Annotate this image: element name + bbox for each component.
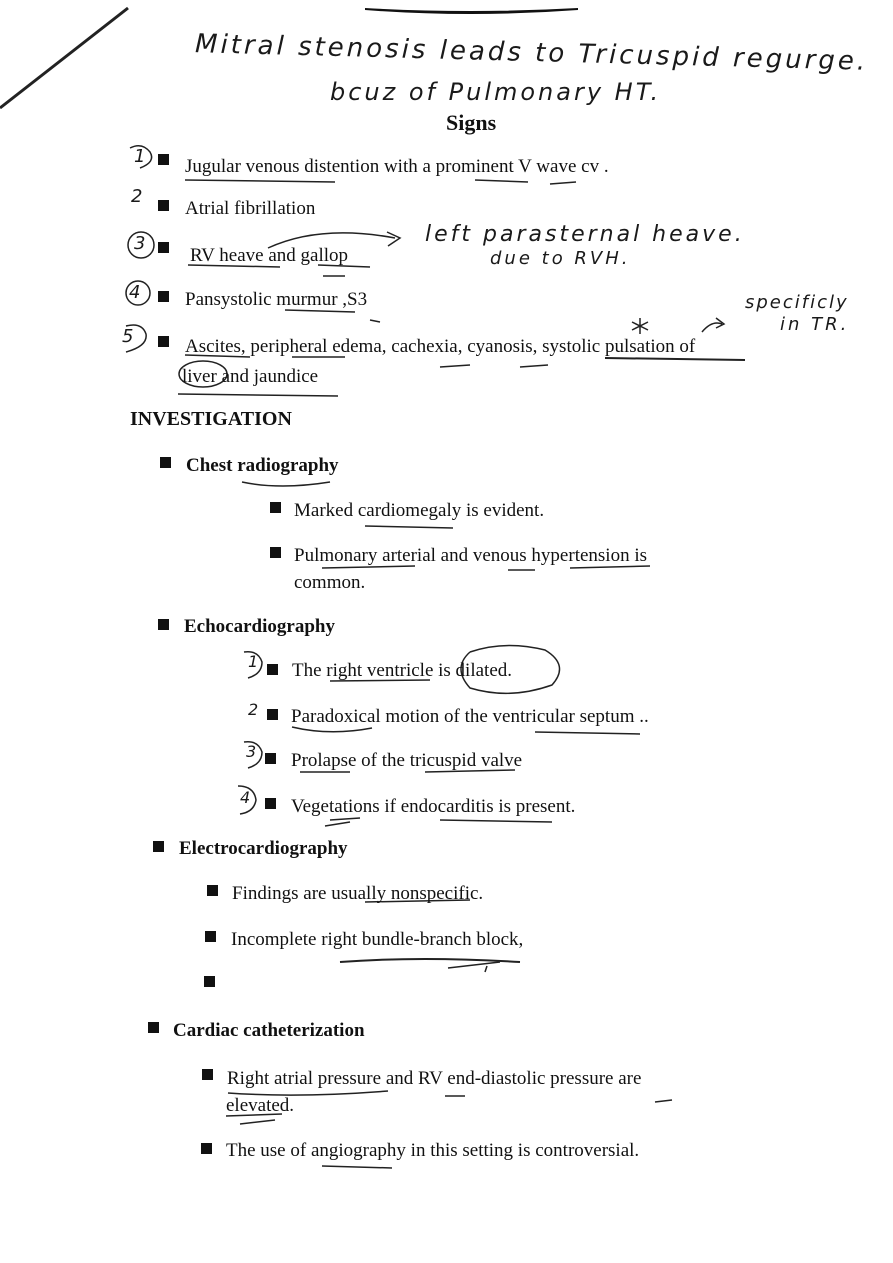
cardiac-catheterization-heading: Cardiac catheterization <box>173 1020 365 1041</box>
underline <box>535 732 640 734</box>
handwritten-note-rvh: due to RVH. <box>490 248 631 269</box>
handwritten-note-line2: bcuz of Pulmonary HT. <box>330 78 662 106</box>
electrocardiography-heading: Electrocardiography <box>179 838 348 859</box>
bullet-icon <box>202 1069 213 1080</box>
underline <box>365 526 453 528</box>
underline <box>440 365 470 367</box>
underline <box>242 482 330 486</box>
cath-item-1-continued: elevated. <box>226 1095 295 1116</box>
item-number: 3 <box>134 233 146 254</box>
underline <box>475 180 528 182</box>
bullet-icon <box>267 709 278 720</box>
underline <box>370 320 380 322</box>
bullet-icon <box>204 976 215 987</box>
chest-item-1: Marked cardiomegaly is evident. <box>294 500 545 521</box>
sign-item-3: RV heave and gallop <box>190 245 349 266</box>
bullet-icon <box>158 619 169 630</box>
bullet-icon <box>205 931 216 942</box>
echo-item-1: The right ventricle is dilated. <box>292 660 513 681</box>
sign-item-1: Jugular venous distention with a prominent V wave cv . <box>185 156 609 177</box>
item-number: 2 <box>248 700 259 719</box>
handwritten-note-specific: specificly <box>745 292 849 313</box>
arrow-head <box>387 232 400 246</box>
sign-item-5: Ascites, peripheral edema, cachexia, cyanosis, systolic pulsation of <box>185 336 696 357</box>
investigation-heading: INVESTIGATION <box>130 408 292 430</box>
item-number: 5 <box>122 326 134 347</box>
underline <box>605 358 745 360</box>
bullet-icon <box>265 798 276 809</box>
bullet-icon <box>148 1022 159 1033</box>
bullet-icon <box>207 885 218 896</box>
signs-heading: Signs <box>446 110 497 135</box>
bullet-icon <box>158 336 169 347</box>
underline <box>340 959 520 962</box>
bullet-icon <box>158 200 169 211</box>
bullet-icon <box>158 154 169 165</box>
sign-item-4: Pansystolic murmur ,S3 <box>185 289 368 310</box>
chest-item-2: Pulmonary arterial and venous hypertension is <box>294 545 648 566</box>
cath-item-2: The use of angiography in this setting is controversial. <box>226 1140 640 1161</box>
echo-item-4: Vegetations if endocarditis is present. <box>291 796 576 817</box>
item-number: 1 <box>134 146 146 167</box>
cath-item-1: Right atrial pressure and RV end-diastolic pressure are <box>227 1068 642 1089</box>
underline <box>322 1166 392 1168</box>
scan-top-smudge <box>365 8 578 14</box>
bullet-icon <box>153 841 164 852</box>
item-number: 2 <box>131 186 143 207</box>
underline <box>440 820 552 822</box>
item-number: 1 <box>248 652 259 671</box>
bullet-icon <box>270 502 281 513</box>
chest-item-2-continued: common. <box>294 572 366 593</box>
item-number: 4 <box>129 282 141 303</box>
sign-item-5-continued: liver and jaundice <box>182 366 319 387</box>
scan-edge-line <box>0 8 128 108</box>
bullet-icon <box>201 1143 212 1154</box>
underline <box>550 182 576 184</box>
chest-radiography-heading: Chest radiography <box>186 455 339 476</box>
underline <box>520 365 548 367</box>
underline <box>178 394 338 396</box>
ecg-item-1: Findings are usually nonspecific. <box>232 883 484 904</box>
echo-item-3: Prolapse of the tricuspid valve <box>291 750 523 771</box>
echo-item-2: Paradoxical motion of the ventricular septum .. <box>291 706 649 727</box>
underline <box>655 1100 672 1102</box>
underline <box>448 962 500 972</box>
item-number: 4 <box>240 788 251 807</box>
bullet-icon <box>265 753 276 764</box>
bullet-icon <box>158 242 169 253</box>
bullet-icon <box>160 457 171 468</box>
bullet-icon <box>267 664 278 675</box>
handwritten-note-heave: left parasternal heave. <box>425 222 745 247</box>
star-mark <box>632 318 648 334</box>
handwritten-note-line1: Mitral stenosis leads to Tricuspid regurge. <box>194 29 869 77</box>
bullet-icon <box>158 291 169 302</box>
ecg-item-2: Incomplete right bundle-branch block, <box>231 929 524 950</box>
echocardiography-heading: Echocardiography <box>184 616 335 637</box>
bullet-icon <box>270 547 281 558</box>
sign-item-2: Atrial fibrillation <box>185 198 316 219</box>
underline <box>325 818 360 826</box>
item-number: 3 <box>246 742 257 761</box>
arrow-mark <box>702 318 724 332</box>
underline <box>185 180 335 182</box>
handwritten-note-tr: in TR. <box>780 314 850 335</box>
